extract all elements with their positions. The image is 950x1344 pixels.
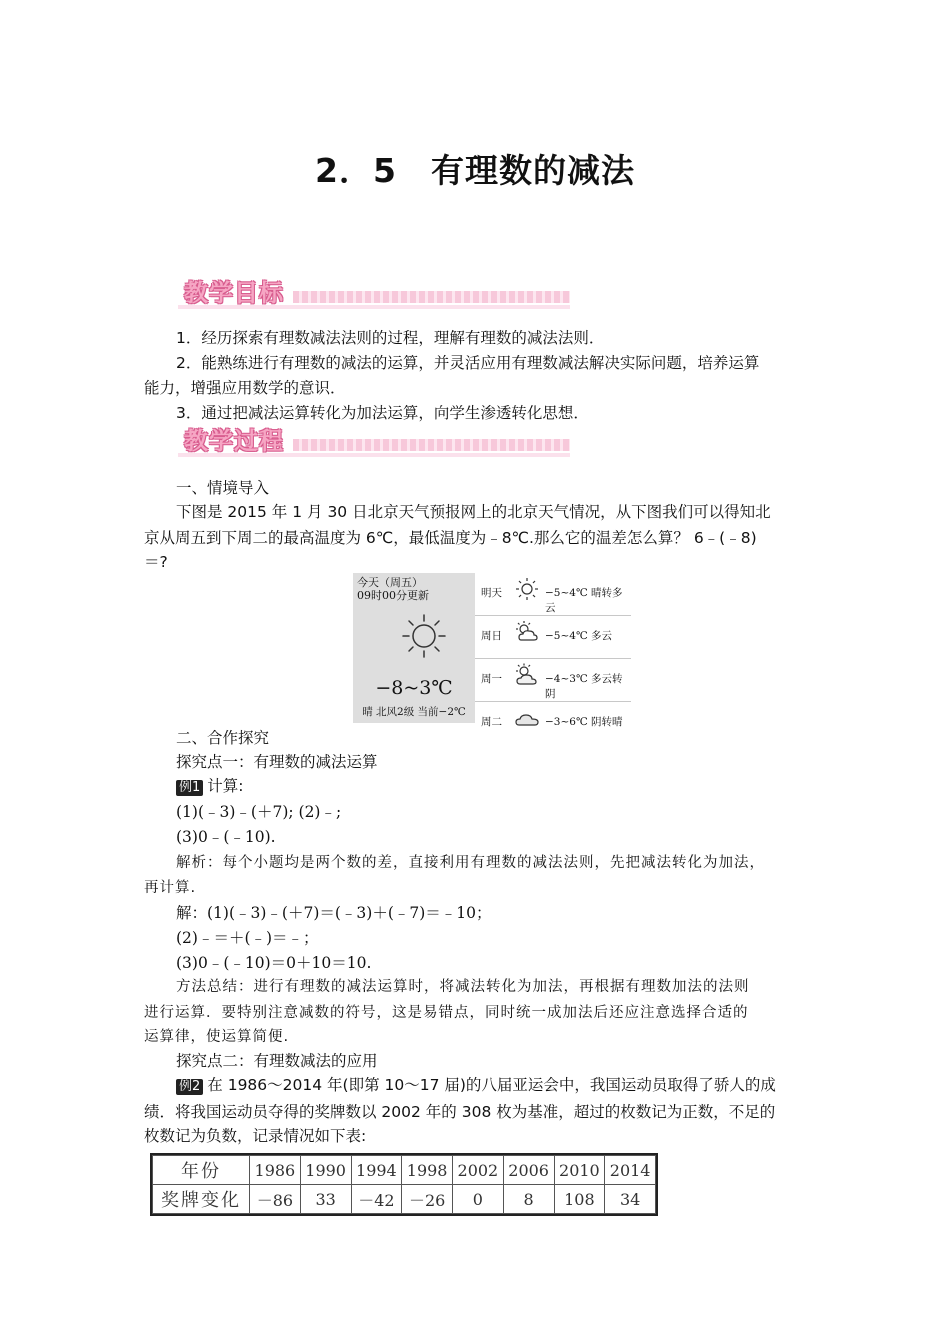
day-forecast: −4~3℃ 多云转阴 [545, 673, 623, 700]
example-2-text: 在 1986～2014 年(即第 10～17 届)的八届亚运会中，我国运动员取得了骄人的成 [207, 1076, 776, 1094]
part1-line-2: 京从周五到下周二的最高温度为 6℃，最低温度为﹣8℃.那么它的温差怎么算？ 6﹣(﹣8) [144, 529, 757, 547]
example-1-prompt [176, 774, 244, 798]
analysis-line-2: 再计算. [144, 880, 197, 896]
process-banner-label: 教学过程 [184, 427, 284, 455]
part1-line-3: ＝? [144, 553, 168, 571]
point2-heading: 探究点二：有理数减法的应用 [176, 1052, 378, 1070]
day-forecast: −5~4℃ 多云 [545, 630, 613, 642]
solution-line-3: (3)0﹣(﹣10)＝0＋10＝10. [176, 954, 372, 972]
today-label: 今天（周五） [357, 576, 423, 589]
forecast-list [475, 573, 631, 728]
example-2-line-3: 枚数记为负数，记录情况如下表: [144, 1127, 367, 1145]
table-cell-change: 0 [453, 1185, 504, 1214]
forecast-day [475, 659, 631, 702]
forecast-day [475, 616, 631, 659]
partly-cloudy-icon [515, 620, 539, 644]
table-cell-year: 2010 [554, 1156, 605, 1185]
day-name: 明天 [481, 587, 502, 599]
goal-1: 1．经历探索有理数减法法则的过程，理解有理数的减法法则． [176, 329, 605, 347]
cloud-icon [515, 706, 539, 730]
example-2-badge: 例2 [176, 1079, 203, 1095]
today-detail: 晴 北风2级 当前−2℃ [362, 706, 466, 718]
solution-line-1: 解：(1)(﹣3)﹣(＋7)＝(﹣3)＋(﹣7)＝﹣10； [176, 904, 492, 922]
table-cell-change: 108 [554, 1185, 605, 1214]
forecast-day [475, 702, 631, 744]
day-forecast: −3~6℃ 阴转晴 [545, 716, 623, 728]
table-cell-change: －42 [351, 1185, 402, 1214]
table-row [153, 1156, 656, 1185]
day-name: 周二 [481, 716, 502, 728]
table-cell-change: 33 [300, 1185, 351, 1214]
medal-table [150, 1153, 658, 1216]
day-name: 周日 [481, 630, 502, 642]
table-header-year: 年份 [153, 1156, 250, 1185]
table-header-change: 奖牌变化 [153, 1185, 250, 1214]
sun-icon [515, 577, 539, 601]
table-cell-year: 2002 [453, 1156, 504, 1185]
analysis-line-1: 解析：每个小题均是两个数的差，直接利用有理数的减法法则，先把减法转化为加法， [176, 855, 765, 871]
page-title: 2．5 有理数的减法 [315, 151, 635, 190]
table-row [153, 1185, 656, 1214]
method-line-2: 进行运算．要特别注意减数的符号，这是易错点，同时统一成加法后还应注意选择合适的 [144, 1005, 749, 1021]
goals-banner-label: 教学目标 [184, 279, 284, 307]
table-cell-year: 2006 [503, 1156, 554, 1185]
part2-heading: 二、合作探究 [176, 729, 270, 747]
table-cell-change: 8 [503, 1185, 554, 1214]
table-cell-change: 34 [605, 1185, 656, 1214]
updated-time: 09时00分更新 [357, 589, 429, 602]
table-cell-year: 2014 [605, 1156, 656, 1185]
goal-2-cont: 能力，增强应用数学的意识． [144, 379, 346, 397]
method-line-3: 运算律，使运算简便. [144, 1029, 290, 1045]
example-2-line-1 [176, 1073, 776, 1097]
method-line-1: 方法总结：进行有理数的减法运算时，将减法转化为加法，再根据有理数加法的法则 [176, 979, 750, 995]
example-1-q1: (1)(﹣3)﹣(＋7); (2)﹣; [176, 803, 342, 821]
weather-widget [353, 573, 631, 728]
example-1-q2: (3)0﹣(﹣10). [176, 828, 276, 846]
example-2-line-2: 绩．将我国运动员夺得的奖牌数以 2002 年的 308 枚为基准，超过的枚数记为正数，不足的 [144, 1103, 776, 1121]
today-panel [353, 573, 475, 723]
today-range: −8~3℃ [375, 677, 453, 699]
part1-line-1: 下图是 2015 年 1 月 30 日北京天气预报网上的北京天气情况，从下图我们可以得知北 [176, 503, 771, 521]
solution-line-2: (2)﹣＝＋(﹣)＝﹣； [176, 929, 319, 947]
banner-strip [293, 291, 570, 303]
process-banner [178, 423, 570, 463]
goals-banner [178, 275, 570, 315]
table-cell-year: 1990 [300, 1156, 351, 1185]
table-cell-year: 1986 [250, 1156, 301, 1185]
day-name: 周一 [481, 673, 502, 685]
day-forecast: −5~4℃ 晴转多云 [545, 587, 623, 614]
table-cell-year: 1994 [351, 1156, 402, 1185]
example-1-text: 计算: [207, 777, 244, 795]
table-cell-change: －26 [402, 1185, 453, 1214]
point1-heading: 探究点一：有理数的减法运算 [176, 753, 378, 771]
banner-strip [293, 439, 570, 451]
sun-icon [401, 613, 447, 659]
goal-2: 2．能熟练进行有理数的减法的运算，并灵活应用有理数减法解决实际问题，培养运算 [176, 354, 760, 372]
sun-cloud-icon [515, 663, 539, 687]
part1-heading: 一、情境导入 [176, 479, 270, 497]
goal-3: 3．通过把减法运算转化为加法运算，向学生渗透转化思想． [176, 404, 589, 422]
table-cell-year: 1998 [402, 1156, 453, 1185]
forecast-day [475, 573, 631, 616]
table-cell-change: －86 [250, 1185, 301, 1214]
example-1-badge: 例1 [176, 780, 203, 796]
